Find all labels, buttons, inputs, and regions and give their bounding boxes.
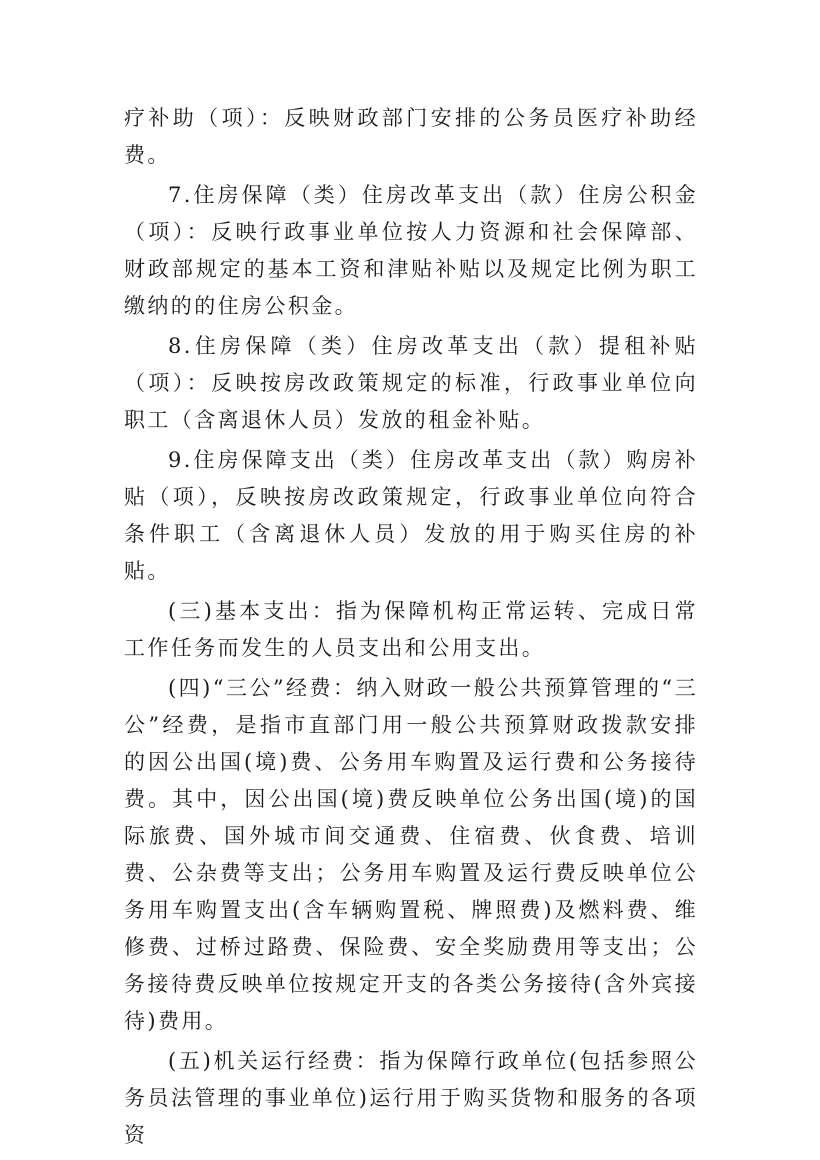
paragraph-rent-subsidy: 8.住房保障（类）住房改革支出（款）提租补贴（项）：反映按房改政策规定的标准，行政事业单位向职工（含离退休人员）发放的租金补贴。: [124, 334, 698, 432]
paragraph-medical-subsidy-end: 疗补助（项）：反映财政部门安排的公务员医疗补助经费。: [124, 106, 698, 167]
document-body: [124, 100, 698, 1157]
paragraph-housing-purchase-subsidy: 9.住房保障支出（类）住房改革支出（款）购房补贴（项），反映按房改政策规定，行政事业单位向符合条件职工（含离退休人员）发放的用于购买住房的补贴。: [124, 448, 698, 583]
paragraph-basic-expenditure: (三)基本支出：指为保障机构正常运转、完成日常工作任务而发生的人员支出和公用支出。: [124, 599, 698, 660]
paragraph-agency-operating-expenses: (五)机关运行经费：指为保障行政单位(包括参照公务员法管理的事业单位)运行用于购买货物和服务的各项资: [124, 1049, 698, 1147]
paragraph-three-public-expenses: (四)“三公”经费：纳入财政一般公共预算管理的“三公”经费，是指市直部门用一般公共预算财政拨款安排的因公出国(境)费、公务用车购置及运行费和公务接待费。其中，因公出国(境)费反映单位公务出国(境)的国际旅费、国外城市间交通费、住宿费、伙食费、培训费、公杂费等支出；公务用车购置及运行费反映单位公务用车购置支出(含车辆购置税、牌照费)及燃料费、维修费、过桥过路费、保险费、安全奖励费用等支出；公务接待费反映单位按规定开支的各类公务接待(含外宾接待)费用。: [124, 676, 698, 1033]
paragraph-housing-fund: 7.住房保障（类）住房改革支出（款）住房公积金（项）：反映行政事业单位按人力资源和社会保障部、财政部规定的基本工资和津贴补贴以及规定比例为职工缴纳的的住房公积金。: [124, 183, 698, 318]
